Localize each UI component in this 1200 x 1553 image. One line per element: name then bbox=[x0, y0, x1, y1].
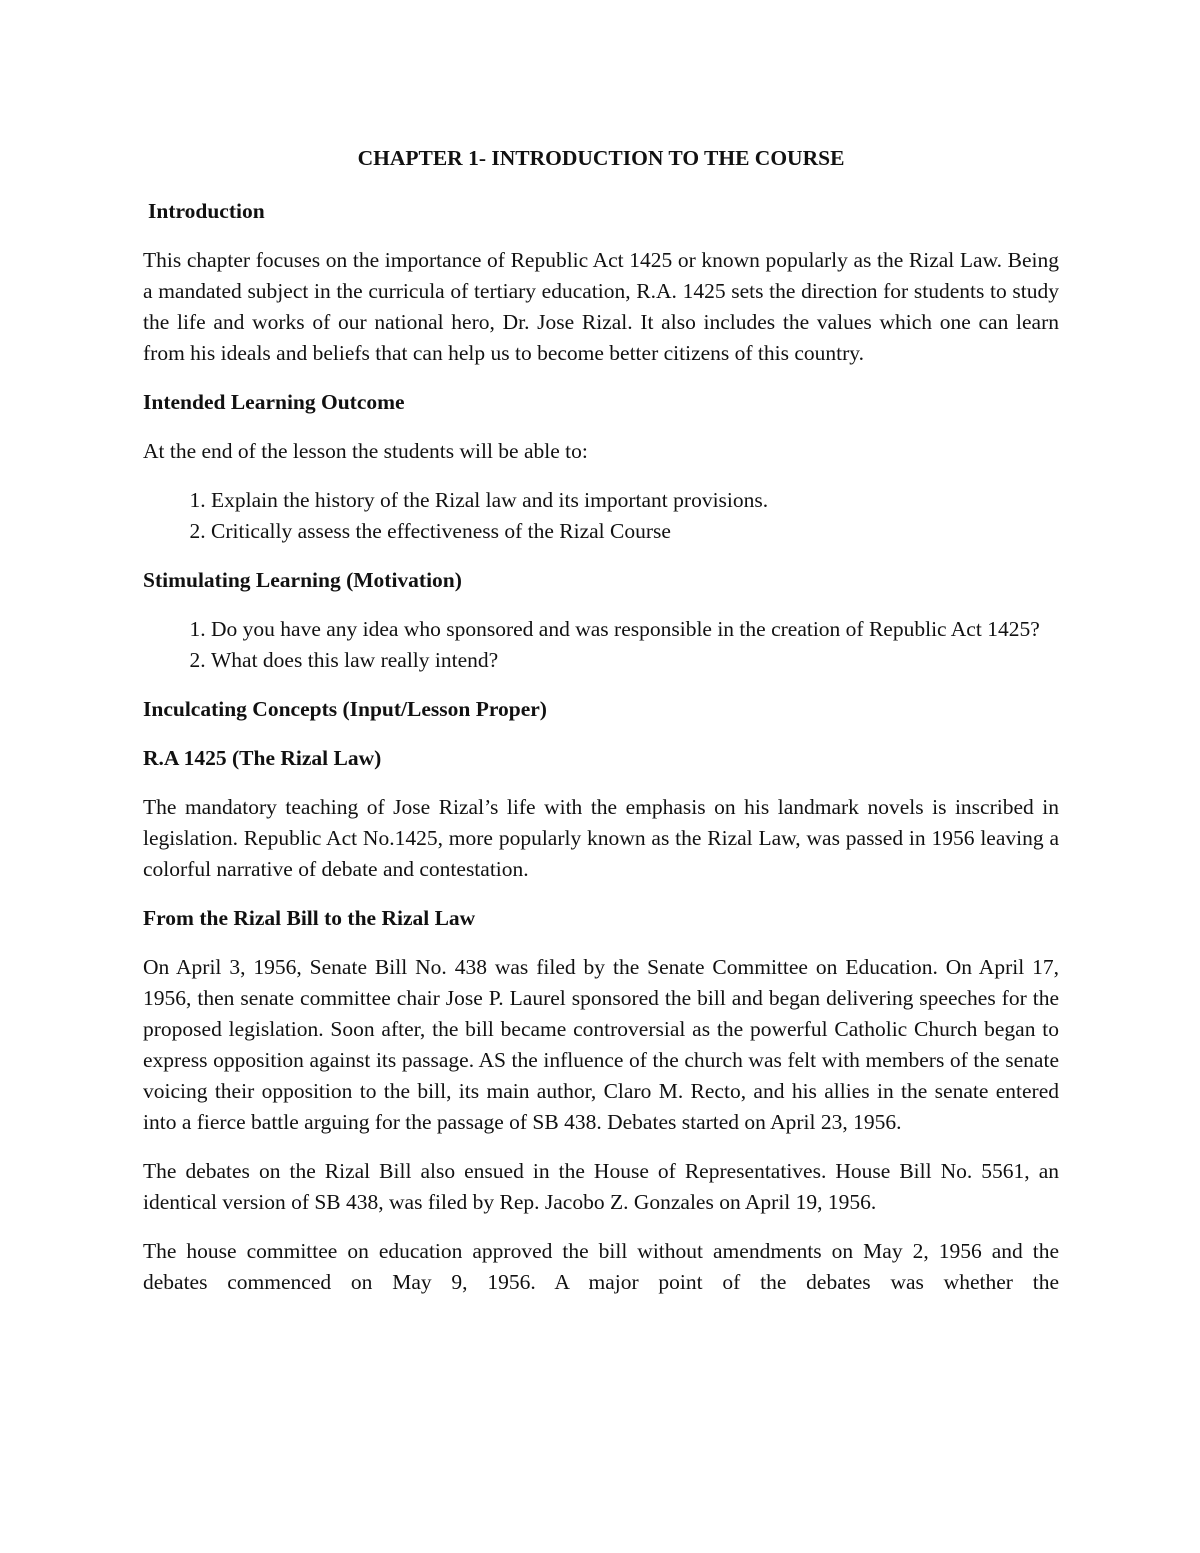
motivation-heading: Stimulating Learning (Motivation) bbox=[143, 568, 462, 592]
learning-outcome-list bbox=[143, 485, 1059, 547]
page-content bbox=[143, 143, 1059, 1316]
bill-to-law-paragraph-1: On April 3, 1956, Senate Bill No. 438 was filed by the Senate Committee on Education. On April 17, 1956, then senate committee chair Jose P. Laurel sponsored the bill and began delivering speeches for the proposed legislation. Soon after, the bill became controversial as the powerful Catholic Church began to express opposition against its passage. AS the influence of the church was felt with members of the senate voicing their opposition to the bill, its main author, Claro M. Recto, and his allies in the senate entered into a fierce battle arguing for the passage of SB 438. Debates started on April 23, 1956. bbox=[143, 955, 1059, 1134]
introduction-paragraph: This chapter focuses on the importance of Republic Act 1425 or known popularly as the Rizal Law. Being a mandated subject in the curricula of tertiary education, R.A. 1425 sets the direction for students to study the life and works of our national hero, Dr. Jose Rizal. It also includes the values which one can learn from his ideals and beliefs that can help us to become better citizens of this country. bbox=[143, 248, 1059, 365]
learning-outcome-lead: At the end of the lesson the students will be able to: bbox=[143, 439, 588, 463]
list-item: 1. Explain the history of the Rizal law and its important provisions. bbox=[211, 485, 1059, 516]
list-item: 2. What does this law really intend? bbox=[211, 645, 1059, 676]
concepts-heading: Inculcating Concepts (Input/Lesson Proper) bbox=[143, 697, 547, 721]
list-item: 1. Do you have any idea who sponsored and was responsible in the creation of Republic Act 1425? bbox=[211, 614, 1059, 645]
bill-to-law-heading: From the Rizal Bill to the Rizal Law bbox=[143, 906, 476, 930]
introduction-heading: Introduction bbox=[148, 199, 265, 223]
bill-to-law-paragraph-3: The house committee on education approved the bill without amendments on May 2, 1956 and the debates commenced on May 9, 1956. A major point of the debates was whether the bbox=[143, 1239, 1059, 1294]
motivation-list bbox=[143, 614, 1059, 676]
bill-to-law-paragraph-2: The debates on the Rizal Bill also ensued in the House of Representatives. House Bill No. 5561, an identical version of SB 438, was filed by Rep. Jacobo Z. Gonzales on April 19, 1956. bbox=[143, 1159, 1059, 1214]
learning-outcome-heading: Intended Learning Outcome bbox=[143, 390, 405, 414]
list-item: 2. Critically assess the effectiveness of the Rizal Course bbox=[211, 516, 1059, 547]
rizal-law-paragraph: The mandatory teaching of Jose Rizal’s life with the emphasis on his landmark novels is inscribed in legislation. Republic Act No.1425, more popularly known as the Rizal Law, was passed in 1956 leaving a colorful narrative of debate and contestation. bbox=[143, 795, 1059, 881]
chapter-title: CHAPTER 1- INTRODUCTION TO THE COURSE bbox=[357, 146, 845, 170]
rizal-law-heading: R.A 1425 (The Rizal Law) bbox=[143, 746, 382, 770]
